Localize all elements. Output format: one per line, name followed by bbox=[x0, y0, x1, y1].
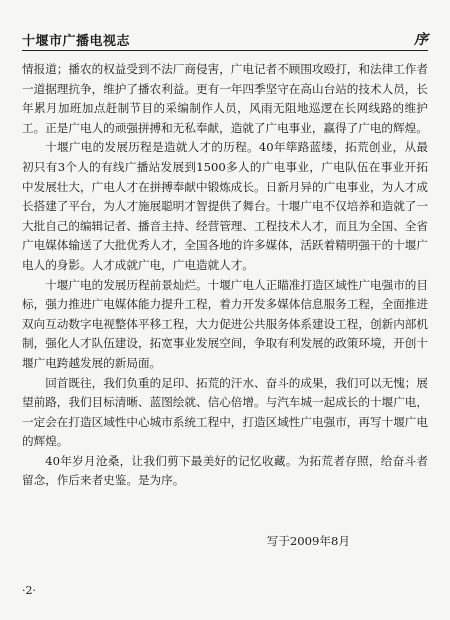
section-title: 序 bbox=[414, 32, 428, 48]
body-text bbox=[22, 60, 428, 491]
paragraph: 十堰广电的发展历程前景灿烂。十堰广电人正瞄准打造区域性广电强市的目标，强力推进广电媒体能力提升工程，着力开发多媒体信息服务工程，全面推进双向互动数字电视整体平移工程，大力促进公共服务体系建设工程，创新内部机制，强化人才队伍建设，拓宽事业发展空间，争取有利发展的政策环境，开创十堰广电跨越发展的新局面。 bbox=[22, 277, 428, 370]
date-signature: 写于2009年8月 bbox=[266, 534, 350, 548]
page-number: ·2· bbox=[22, 584, 36, 597]
paragraph: 40年岁月沧桑，让我们剪下最美好的记忆收藏。为拓荒者存照，给奋斗者留念，作后来者史鉴。是为序。 bbox=[22, 453, 428, 488]
book-title: 十堰市广播电视志 bbox=[22, 34, 131, 49]
paragraph: 十堰广电的发展历程是造就人才的历程。40年筚路蓝缕，拓荒创业，从最初只有3个人的有线广播站发展到1500多人的广电事业，广电队伍在事业开拓中发展壮大，广电人才在拼搏奉献中锻炼成长。日新月异的广电事业，为人才成长搭建了平台，为人才施展聪明才智提供了舞台。十堰广电不仅培养和造就了一大批自己的编辑记者、播音主持、经营管理、工程技术人才，而且为全国、全省广电媒体输送了大批优秀人才，全国各地的许多媒体，活跃着精明强干的十堰广电人的身影。人才成就广电，广电造就人才。 bbox=[22, 140, 428, 272]
paragraph: 回首既往，我们负重的足印、拓荒的汗水、奋斗的成果，我们可以无愧；展望前路，我们目标清晰、蓝图绘就、信心倍增。与汽车城一起成长的十堰广电，一定会在打造区域性中心城市系统工程中，打造区域性广电强市，再写十堰广电的辉煌。 bbox=[22, 375, 428, 449]
paragraph-continued: 情报道；播农的权益受到不法厂商侵害，广电记者不顾围攻殴打，和法律工作者一道据理抗争，维护了播农利益。更有一年四季坚守在高山台站的技术人员，长年累月加班加点赶制节目的采编制作人员，风雨无阻地巡逻在长网线路的维护工。正是广电人的顽强拼搏和无私奉献，造就了广电事业，赢得了广电的辉煌。 bbox=[22, 62, 428, 135]
running-header bbox=[22, 28, 428, 51]
